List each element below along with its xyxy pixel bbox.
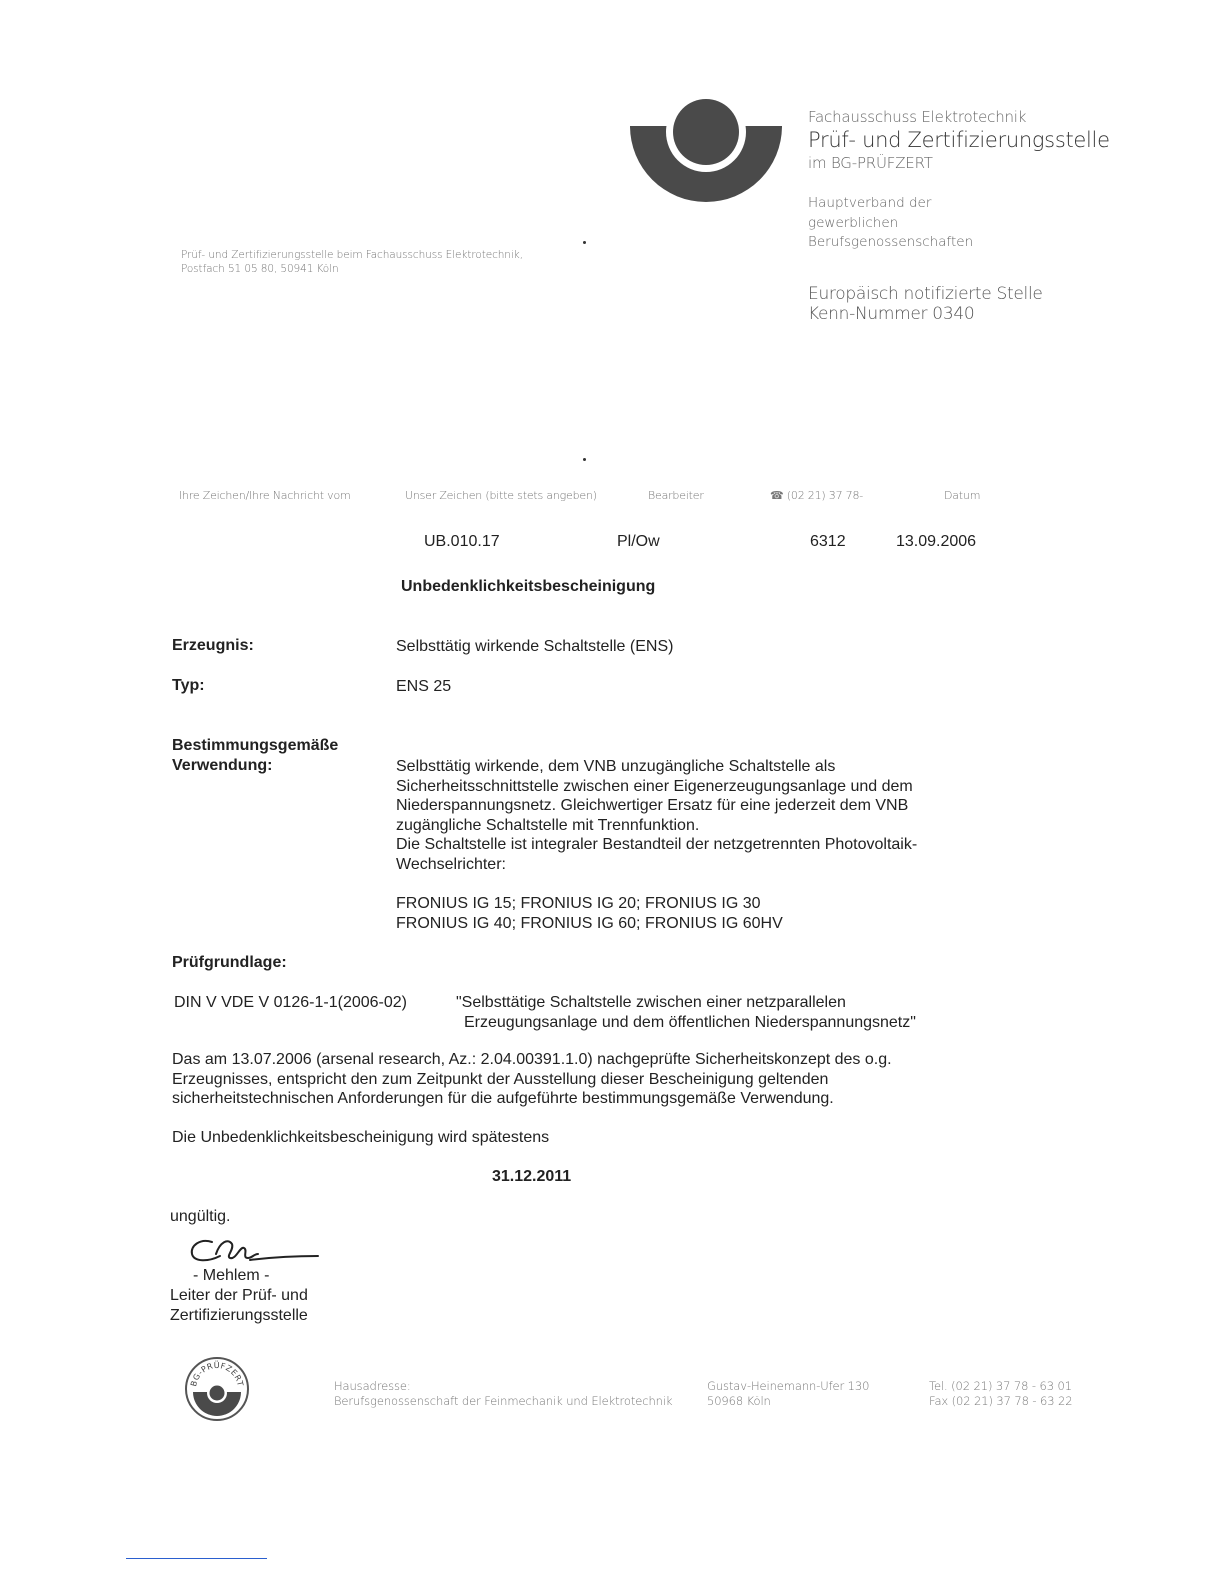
fold-mark <box>583 241 586 244</box>
sender-line: Prüf- und Zertifizierungsstelle beim Fachausschuss Elektrotechnik, <box>181 249 523 261</box>
verwendung-text <box>396 757 917 874</box>
value-bearbeiter: Pl/Ow <box>617 533 660 550</box>
seal-text: BG-PRÜFZERT <box>189 1360 245 1388</box>
bg-logo <box>628 96 784 208</box>
footer-street <box>707 1379 869 1409</box>
association-block <box>808 194 973 253</box>
verwendung-label-line: Verwendung: <box>172 756 273 774</box>
value-datum: 13.09.2006 <box>896 533 977 550</box>
footer-line: Hausadresse: <box>334 1379 411 1393</box>
verwendung-line: Niederspannungsnetz. Gleichwertiger Ersatz für eine jederzeit dem VNB <box>396 797 909 814</box>
label-datum: Datum <box>944 489 981 502</box>
label-bearbeiter: Bearbeiter <box>648 489 704 502</box>
footer-line: Fax (02 21) 37 78 - 63 22 <box>929 1394 1073 1408</box>
label-ihre-zeichen: Ihre Zeichen/Ihre Nachricht vom <box>179 489 351 502</box>
label-phone: ☎ (02 21) 37 78- <box>770 489 864 502</box>
org-line2: Prüf- und Zertifizierungsstelle <box>808 128 1110 152</box>
value-unser-zeichen: UB.010.17 <box>424 533 500 550</box>
document-title: Unbedenklichkeitsbescheinigung <box>401 578 656 595</box>
label-unser-zeichen: Unser Zeichen (bitte stets angeben) <box>405 489 597 502</box>
norm-description <box>456 993 916 1032</box>
validity-end: ungültig. <box>170 1208 231 1225</box>
verwendung-line: Die Schaltstelle ist integraler Bestandteil der netzgetrennten Photovoltaik- <box>396 836 918 853</box>
footer-line: 50968 Köln <box>707 1394 771 1408</box>
value-phone: 6312 <box>810 533 846 550</box>
footer-line: Tel. (02 21) 37 78 - 63 01 <box>929 1379 1072 1393</box>
notified-block <box>808 284 1043 324</box>
statement-line: Erzeugnisses, entspricht den zum Zeitpunkt der Ausstellung dieser Bescheinigung geltenden <box>172 1070 829 1088</box>
handwritten-signature <box>186 1232 322 1268</box>
model-list <box>396 894 783 933</box>
role-line: Zertifizierungsstelle <box>170 1306 308 1324</box>
verwendung-line: Sicherheitsschnittstelle zwischen einer Eigenerzeugungsanlage und dem <box>396 777 913 795</box>
notified-line: Europäisch notifizierte Stelle <box>808 284 1043 304</box>
signatory-role <box>170 1286 308 1325</box>
footer-line: Berufsgenossenschaft der Feinmechanik und Elektrotechnik <box>334 1394 673 1408</box>
statement-line: Das am 13.07.2006 (arsenal research, Az.: 2.04.00391.1.0) nachgeprüfte Sicherheitskonzept des o.g. <box>172 1051 892 1068</box>
model-line: FRONIUS IG 40; FRONIUS IG 60; FRONIUS IG 60HV <box>396 914 783 932</box>
validity-date: 31.12.2011 <box>492 1168 572 1185</box>
bg-pruefzert-seal <box>184 1356 250 1422</box>
assoc-line: Hauptverband der <box>808 195 932 211</box>
org-line1: Fachausschuss Elektrotechnik <box>808 108 1027 126</box>
footer-line: Gustav-Heinemann-Ufer 130 <box>707 1379 870 1393</box>
notified-line: Kenn-Nummer 0340 <box>808 304 975 324</box>
org-line3: im BG-PRÜFZERT <box>808 154 933 172</box>
norm-desc-line: "Selbsttätige Schaltstelle zwischen einer netzparallelen <box>456 994 846 1011</box>
pruefgrundlage-label: Prüfgrundlage: <box>172 954 287 971</box>
erzeugnis-label: Erzeugnis: <box>172 637 254 654</box>
assoc-line: Berufsgenossenschaften <box>808 234 974 250</box>
footer-hausadresse <box>334 1379 673 1409</box>
typ-value: ENS 25 <box>396 678 452 695</box>
verwendung-label <box>172 736 338 775</box>
fold-mark <box>583 458 586 461</box>
signatory-name: - Mehlem - <box>193 1267 270 1284</box>
role-line: Leiter der Prüf- und <box>170 1287 308 1304</box>
validity-intro: Die Unbedenklichkeitsbescheinigung wird spätestens <box>172 1129 550 1146</box>
sender-line: Postfach 51 05 80, 50941 Köln <box>181 263 339 275</box>
statement-paragraph <box>172 1050 892 1109</box>
assoc-line: gewerblichen <box>808 214 899 231</box>
verwendung-line: Wechselrichter: <box>396 855 506 873</box>
statement-line: sicherheitstechnischen Anforderungen für die aufgeführte bestimmungsgemäße Verwendung. <box>172 1090 834 1107</box>
model-line: FRONIUS IG 15; FRONIUS IG 20; FRONIUS IG 30 <box>396 895 761 912</box>
footer-contact <box>929 1379 1072 1409</box>
footnote-rule <box>126 1558 267 1559</box>
verwendung-line: zugängliche Schaltstelle mit Trennfunktion. <box>396 816 700 834</box>
verwendung-line: Selbsttätig wirkende, dem VNB unzugängliche Schaltstelle als <box>396 758 836 775</box>
sender-address <box>181 248 523 276</box>
verwendung-label-line: Bestimmungsgemäße <box>172 737 339 754</box>
erzeugnis-value: Selbsttätig wirkende Schaltstelle (ENS) <box>396 638 674 655</box>
norm-desc-line: Erzeugungsanlage und dem öffentlichen Niederspannungsnetz" <box>464 1013 916 1031</box>
norm-reference: DIN V VDE V 0126-1-1(2006-02) <box>174 994 407 1011</box>
typ-label: Typ: <box>172 677 205 694</box>
